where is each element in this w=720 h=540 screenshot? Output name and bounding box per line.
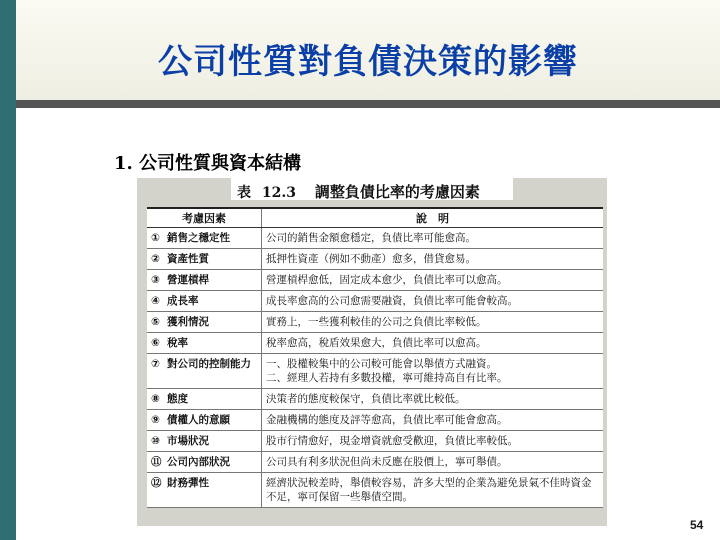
header-factor: 考慮因素 <box>147 208 262 228</box>
table-body <box>147 228 603 508</box>
table-row <box>147 389 603 410</box>
description-cell: 營運槓桿愈低，固定成本愈少，負債比率可以愈高。 <box>262 270 604 291</box>
factor-label: 成長率 <box>167 295 199 307</box>
factor-cell <box>147 431 262 452</box>
description-cell: 公司的銷售金額愈穩定，負債比率可能愈高。 <box>262 228 604 249</box>
title-divider <box>16 100 720 108</box>
table-row <box>147 354 603 389</box>
factor-number: ⑤ <box>151 316 160 328</box>
factor-cell <box>147 473 262 508</box>
factor-label: 營運槓桿 <box>167 274 209 286</box>
table-row <box>147 249 603 270</box>
factor-cell <box>147 389 262 410</box>
table-row <box>147 431 603 452</box>
factor-number: ⑩ <box>151 435 160 447</box>
factor-number: ⑧ <box>151 393 160 405</box>
factor-number: ③ <box>151 274 160 286</box>
factor-cell <box>147 228 262 249</box>
table-caption <box>237 181 537 202</box>
description-cell: 經濟狀況較差時，舉債較容易，許多大型的企業為避免景氣不佳時資金不足，寧可保留一些舉債空間。 <box>262 473 604 508</box>
table-row <box>147 452 603 473</box>
caption-title: 調整負債比率的考慮因素 <box>314 183 480 201</box>
factor-label: 對公司的控制能力 <box>167 358 251 370</box>
factor-label: 銷售之穩定性 <box>167 232 230 244</box>
table-row <box>147 291 603 312</box>
table-row <box>147 410 603 431</box>
table-row <box>147 473 603 508</box>
description-cell: 金融機構的態度及評等愈高，負債比率可能會愈高。 <box>262 410 604 431</box>
factor-number: ⑫ <box>151 477 162 489</box>
left-accent-band <box>0 0 16 540</box>
description-cell: 抵押性資產（例如不動產）愈多，借貸愈易。 <box>262 249 604 270</box>
factor-number: ⑥ <box>151 337 160 349</box>
factor-label: 稅率 <box>167 337 188 349</box>
description-cell: 決策者的態度較保守，負債比率就比較低。 <box>262 389 604 410</box>
factor-number: ⑨ <box>151 414 160 426</box>
factor-cell <box>147 333 262 354</box>
factor-cell <box>147 291 262 312</box>
factor-cell <box>147 312 262 333</box>
factor-cell <box>147 354 262 389</box>
description-cell: 公司具有利多狀況但尚未反應在股價上，寧可舉債。 <box>262 452 604 473</box>
factor-label: 態度 <box>167 393 188 405</box>
factor-cell <box>147 249 262 270</box>
factors-table <box>147 207 603 508</box>
factor-label: 債權人的意願 <box>167 414 230 426</box>
section-subtitle: 1. 公司性質與資本結構 <box>114 153 302 174</box>
factor-number: ② <box>151 253 160 265</box>
factor-label: 公司內部狀況 <box>167 456 230 468</box>
factor-label: 市場狀況 <box>167 435 209 447</box>
factor-number: ⑪ <box>151 456 162 468</box>
description-cell: 股市行情愈好，現金增資就愈受歡迎，負債比率較低。 <box>262 431 604 452</box>
table-row <box>147 228 603 249</box>
table-image <box>137 178 607 526</box>
factor-cell <box>147 410 262 431</box>
table-row <box>147 333 603 354</box>
factor-cell <box>147 452 262 473</box>
slide-title: 公司性質對負債決策的影響 <box>158 42 578 82</box>
caption-label: 表 <box>237 185 251 201</box>
description-cell: 一、股權較集中的公司較可能會以舉債方式融資。 二、經理人若持有多數投權，寧可維持高自有比率。 <box>262 354 604 389</box>
caption-number: 12.3 <box>261 185 296 201</box>
factor-number: ① <box>151 232 160 244</box>
factor-number: ⑦ <box>151 358 160 370</box>
factor-number: ④ <box>151 295 160 307</box>
factor-label: 獲利情況 <box>167 316 209 328</box>
factor-cell <box>147 270 262 291</box>
factor-label: 財務彈性 <box>167 477 209 489</box>
description-cell: 實務上，一些獲利較佳的公司之負債比率較低。 <box>262 312 604 333</box>
table-row <box>147 270 603 291</box>
factor-label: 資產性質 <box>167 253 209 265</box>
header-description: 說 明 <box>262 208 604 228</box>
page-number: 54 <box>690 518 704 532</box>
description-cell: 稅率愈高，稅盾效果愈大，負債比率可以愈高。 <box>262 333 604 354</box>
table-row <box>147 312 603 333</box>
table-header-row <box>147 208 603 228</box>
description-cell: 成長率愈高的公司愈需要融資，負債比率可能會較高。 <box>262 291 604 312</box>
